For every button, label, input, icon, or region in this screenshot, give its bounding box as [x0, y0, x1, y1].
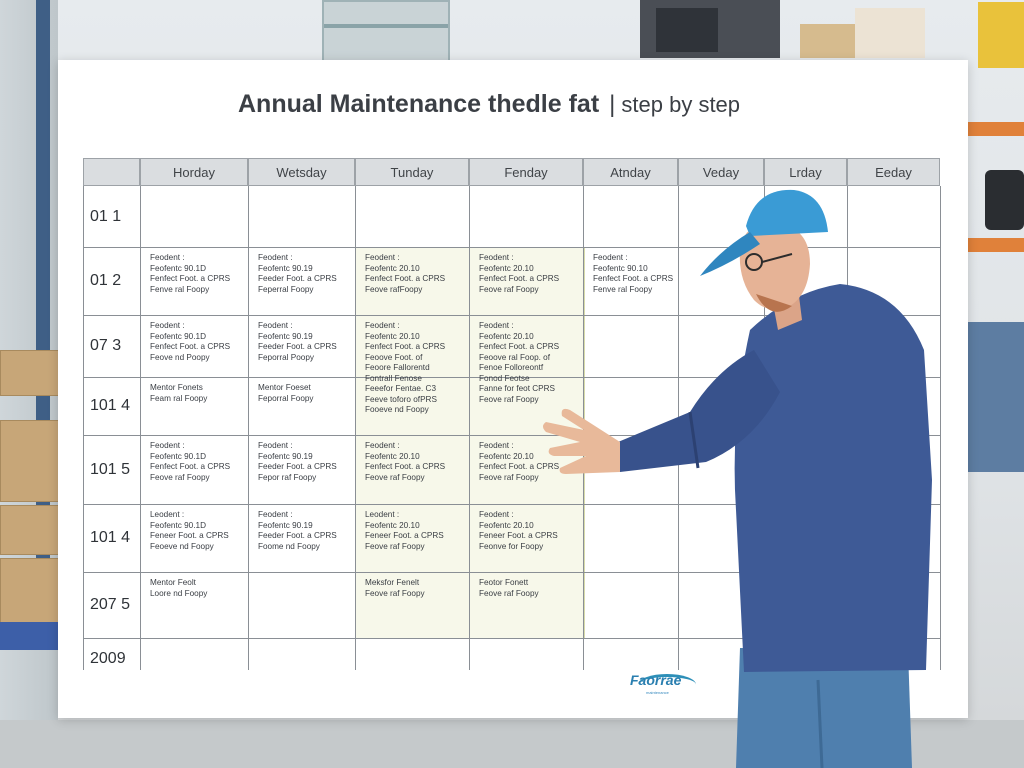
entry-line: Feofentc 20.10 — [479, 451, 534, 461]
grid-vline — [355, 186, 356, 670]
entry-line: Feodent : — [479, 321, 514, 330]
row-label: 207 5 — [90, 596, 131, 613]
grid-vline — [83, 186, 84, 670]
entry-line: Feofentc 20.10 — [365, 451, 420, 461]
entry-line: Feove raf Foopy — [365, 588, 425, 598]
entry-line: Fenfect Foot. a CPRS — [365, 462, 446, 471]
entry-line: Feove raf Foopy — [365, 541, 425, 551]
grid-vline — [248, 186, 249, 670]
schedule-entry — [365, 321, 445, 416]
entry-line: Feofentc 20.10 — [479, 520, 534, 530]
entry-line: Feoeve nd Foopy — [150, 541, 214, 551]
entry-line: Fontrall Fenose — [365, 373, 422, 383]
entry-line: Fenve ral Foopy — [150, 284, 210, 294]
entry-line: Fepor raf Foopy — [258, 472, 317, 482]
schedule-entry — [365, 441, 445, 483]
entry-line: Mentor Foeset — [258, 383, 311, 392]
entry-line: Feove raf Foopy — [479, 472, 539, 482]
title-subtitle: step by step — [621, 92, 741, 117]
entry-line: Feoove ral Foop. of — [479, 352, 550, 362]
entry-line: Feofentc 90.1D — [150, 331, 206, 341]
entry-line: Feove raf Foopy — [479, 284, 539, 294]
schedule-entry — [365, 578, 425, 599]
background-box — [0, 350, 60, 396]
entry-line: Feneer Foot. a CPRS — [365, 531, 444, 540]
row-label: 07 3 — [90, 337, 122, 354]
entry-line: Fenfect Foot. a CPRS — [150, 462, 231, 471]
entry-line: Feodent : — [150, 441, 185, 450]
background-box — [0, 558, 60, 624]
entry-line: Feofentc 20.10 — [479, 331, 534, 341]
background-yellow-crate — [978, 2, 1024, 68]
column-header: Tunday — [355, 158, 469, 186]
entry-line: Fenfect Foot. a CPRS — [479, 342, 560, 351]
entry-line: Fenfect Foot. a CPRS — [479, 274, 560, 283]
entry-line: Feodent : — [365, 441, 400, 450]
schedule-entry — [150, 578, 207, 599]
row-label: 01 2 — [90, 272, 122, 289]
entry-line: Fenfect Foot. a CPRS — [150, 342, 231, 351]
entry-line: Feporral Poopy — [258, 352, 314, 362]
entry-line: Feeder Foot. a CPRS — [258, 531, 337, 540]
schedule-entry — [150, 441, 230, 483]
entry-line: Feofentc 90.1D — [150, 451, 206, 461]
column-header: Horday — [140, 158, 248, 186]
worker-figure — [540, 180, 960, 768]
schedule-entry — [258, 253, 337, 295]
entry-line: Feotor Fonett — [479, 578, 529, 587]
entry-line: Feporral Foopy — [258, 393, 314, 403]
row-label: 101 4 — [90, 529, 131, 546]
entry-line: Feodent : — [479, 510, 514, 519]
entry-line: Meksfor Fenelt — [365, 578, 420, 587]
column-header: Veday — [678, 158, 764, 186]
entry-line: Feneer Foot. a CPRS — [479, 531, 558, 540]
entry-line: Feove raf Foopy — [365, 472, 425, 482]
logo-text: Faorrae — [630, 672, 682, 688]
entry-line: Fanne for feot CPRS — [479, 384, 555, 393]
entry-line: Feodent : — [258, 321, 293, 330]
entry-line: Leodent : — [365, 510, 400, 519]
entry-line: Foome nd Foopy — [258, 541, 320, 551]
header-corner — [83, 158, 140, 186]
background-equipment — [985, 170, 1024, 230]
entry-line: Feove raf Foopy — [150, 472, 210, 482]
entry-line: Feodent : — [258, 253, 293, 262]
background-machine — [640, 0, 780, 58]
schedule-entry — [258, 510, 337, 552]
schedule-entry — [150, 383, 207, 404]
entry-line: Feodent : — [593, 253, 628, 262]
entry-line: Feperral Foopy — [258, 284, 314, 294]
entry-line: Feofentc 90.1D — [150, 263, 206, 273]
entry-line: Fenfect Foot. a CPRS — [479, 462, 560, 471]
entry-line: Fonod Feotse — [479, 373, 530, 383]
entry-line: Feofentc 20.10 — [479, 263, 534, 273]
entry-line: Fenfect Foot. a CPRS — [365, 342, 446, 351]
background-carton — [855, 8, 925, 58]
entry-line: Feodent : — [479, 253, 514, 262]
entry-line: Feeder Foot. a CPRS — [258, 274, 337, 283]
entry-line: Feeve toforo ofPRS — [365, 394, 437, 404]
entry-line: Feofentc 90.19 — [258, 520, 313, 530]
entry-line: Feodent : — [150, 253, 185, 262]
entry-line: Fenve ral Foopy — [593, 284, 653, 294]
schedule-entry — [150, 321, 230, 363]
entry-line: Feodent : — [150, 321, 185, 330]
entry-line: Fenfect Foot. a CPRS — [150, 274, 231, 283]
background-blue-cabinet — [968, 322, 1024, 472]
background-orange-rack — [968, 238, 1024, 252]
entry-line: Feove raf Foopy — [479, 588, 539, 598]
entry-line: Feonve for Foopy — [479, 541, 544, 551]
entry-line: Feodent : — [258, 441, 293, 450]
schedule-entry — [150, 253, 230, 295]
entry-line: Leodent : — [150, 510, 185, 519]
entry-line: Feofentc 90.19 — [258, 263, 313, 273]
worker-shirt — [735, 284, 932, 672]
entry-line: Feeder Foot. a CPRS — [258, 342, 337, 351]
grid-vline — [469, 186, 470, 670]
entry-line: Fenfect Foot. a CPRS — [593, 274, 674, 283]
row-label: 101 5 — [90, 460, 131, 478]
entry-line: Feofentc 20.10 — [365, 331, 420, 341]
entry-line: Feofentc 90.19 — [258, 451, 313, 461]
entry-line: Fenfect Foot. a CPRS — [365, 274, 446, 283]
schedule-entry — [258, 321, 337, 363]
entry-line: Feofentc 90.1D — [150, 520, 206, 530]
schedule-entry — [365, 253, 445, 295]
entry-line: Fooeve nd Foopy — [365, 405, 429, 414]
entry-line: Mentor Fonets — [150, 383, 203, 392]
schedule-entry — [258, 441, 337, 483]
logo-tagline: maintenance — [646, 690, 669, 695]
worker-cap — [746, 190, 828, 236]
column-header: Fenday — [469, 158, 583, 186]
schedule-entry — [365, 510, 444, 552]
entry-line: Feofentc 20.10 — [365, 263, 420, 273]
entry-line: Feofentc 90.10 — [593, 263, 648, 273]
row-label: 2009 — [90, 650, 126, 667]
column-header: Lrday — [764, 158, 847, 186]
entry-line: Fenoe Folloreontf — [479, 363, 544, 372]
schedule-entry — [150, 510, 229, 552]
schedule-entry — [258, 383, 314, 404]
entry-line: Feofentc 20.10 — [365, 520, 420, 530]
background-orange-rack — [968, 122, 1024, 136]
entry-line: Feofentc 90.19 — [258, 331, 313, 341]
background-pallet — [0, 622, 58, 650]
entry-line: Feodent : — [365, 321, 400, 330]
row-label: 01 1 — [90, 207, 122, 225]
column-header: Eeday — [847, 158, 940, 186]
background-box — [0, 505, 60, 555]
background-box — [0, 420, 60, 502]
entry-line: Feodent : — [479, 441, 514, 450]
column-header: Wetsday — [248, 158, 355, 186]
entry-line: Feam ral Foopy — [150, 393, 208, 403]
entry-line: Feoore Fallorentd — [365, 363, 430, 372]
entry-line: Feove raf Foopy — [479, 394, 539, 404]
schedule-entry — [479, 578, 539, 599]
row-label: 101 4 — [90, 397, 131, 414]
entry-line: Feneer Foot. a CPRS — [150, 531, 229, 540]
grid-vline — [140, 186, 141, 670]
entry-line: Feodent : — [365, 253, 400, 262]
title-main: Annual Maintenance thedle fat — [238, 90, 600, 118]
column-header: Atnday — [583, 158, 678, 186]
entry-line: Feove rafFoopy — [365, 284, 423, 294]
entry-line: Feove nd Poopy — [150, 352, 210, 362]
title-separator: | — [609, 91, 616, 118]
entry-line: Mentor Feolt — [150, 578, 196, 587]
entry-line: Feoove Foot. of — [365, 352, 423, 362]
background-shelf — [322, 0, 450, 62]
entry-line: Feeder Foot. a CPRS — [258, 462, 337, 471]
entry-line: Feodent : — [258, 510, 293, 519]
worker-hand — [543, 409, 620, 474]
entry-line: Feeefor Fentae. C3 — [365, 384, 436, 393]
entry-line: Loore nd Foopy — [150, 588, 208, 598]
